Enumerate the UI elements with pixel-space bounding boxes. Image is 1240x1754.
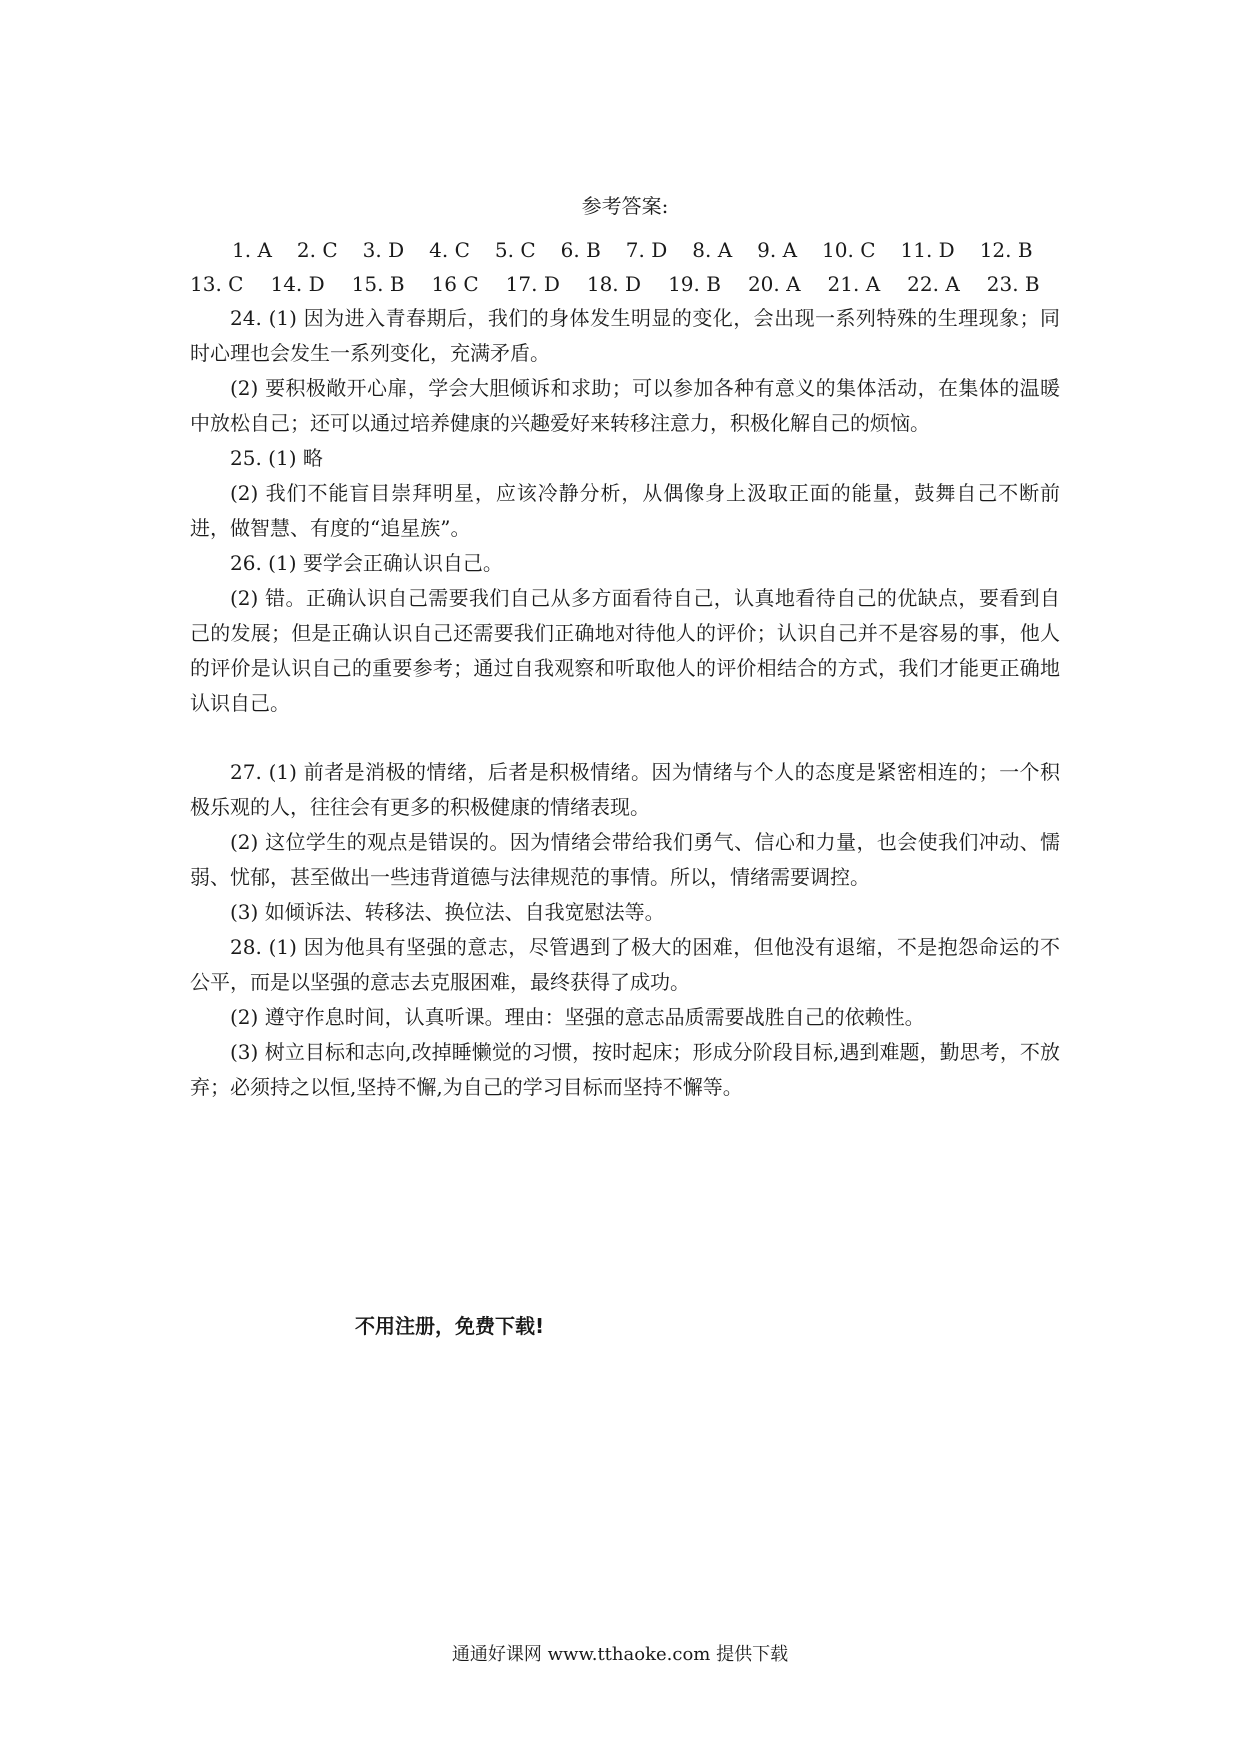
mcq-answer: 7. D [625, 238, 668, 262]
mcq-answer: 17. D [505, 272, 560, 296]
page-title: 参考答案: [581, 194, 669, 218]
page-footer: 通通好课网 www.tthaoke.com 提供下载 [451, 1644, 789, 1665]
mcq-row-1 [190, 233, 1060, 267]
mcq-answer: 23. B [986, 272, 1040, 296]
answer-sheet [190, 190, 1060, 1105]
mcq-answer: 13. C [190, 272, 244, 296]
answer-paragraph: (3) 如倾诉法、转移法、换位法、自我宽慰法等。 [230, 900, 665, 924]
mcq-answer: 20. A [747, 272, 801, 296]
answer-paragraph: 28. (1) 因为他具有坚强的意志，尽管遇到了极大的困难，但他没有退缩，不是抱怨命运的不公平，而是以坚强的意志去克服困难，最终获得了成功。 [190, 935, 1060, 994]
mcq-answer: 14. D [270, 272, 325, 296]
answer-paragraph: 26. (1) 要学会正确认识自己。 [230, 551, 503, 575]
mcq-answer: 3. D [362, 238, 405, 262]
answer-paragraph: (2) 要积极敞开心扉，学会大胆倾诉和求助；可以参加各种有意义的集体活动，在集体的温暖中放松自己；还可以通过培养健康的兴趣爱好来转移注意力，积极化解自己的烦恼。 [190, 376, 1060, 435]
mcq-answer: 6. B [560, 238, 601, 262]
answer-paragraph: (3) 树立目标和志向,改掉睡懒觉的习惯，按时起床；形成分阶段目标,遇到难题，勤思考，不放弃；必须持之以恒,坚持不懈,为自己的学习目标而坚持不懈等。 [190, 1040, 1060, 1099]
mcq-answer: 9. A [757, 238, 798, 262]
mcq-answer: 16 C [431, 272, 479, 296]
mcq-answer: 2. C [296, 238, 338, 262]
mcq-answer: 8. A [692, 238, 733, 262]
mcq-answer: 12. B [979, 238, 1033, 262]
answer-paragraph: (2) 遵守作息时间，认真听课。理由：坚强的意志品质需要战胜自己的依赖性。 [230, 1005, 925, 1029]
mcq-answer: 22. A [907, 272, 960, 296]
promo-text: 不用注册，免费下载! [355, 1314, 545, 1338]
mcq-answer: 18. D [586, 272, 642, 296]
answer-paragraph: 27. (1) 前者是消极的情绪，后者是积极情绪。因为情绪与个人的态度是紧密相连的；一个积极乐观的人，往往会有更多的积极健康的情绪表现。 [190, 760, 1060, 819]
mcq-answer: 11. D [900, 238, 955, 262]
mcq-answer: 4. C [429, 238, 470, 262]
mcq-answer: 10. C [822, 238, 876, 262]
answer-paragraph: (2) 我们不能盲目崇拜明星，应该冷静分析，从偶像身上汲取正面的能量，鼓舞自己不断前进，做智慧、有度的“追星族”。 [190, 481, 1060, 540]
answer-paragraph: (2) 这位学生的观点是错误的。因为情绪会带给我们勇气、信心和力量，也会使我们冲动、懦弱、忧郁，甚至做出一些违背道德与法律规范的事情。所以，情绪需要调控。 [190, 830, 1060, 889]
mcq-row-2 [190, 267, 1060, 301]
section-gap [190, 721, 1060, 755]
mcq-answer: 15. B [351, 272, 405, 296]
mcq-answer: 1. A [232, 238, 272, 262]
answer-paragraph: (2) 错。正确认识自己需要我们自己从多方面看待自己，认真地看待自己的优缺点，要看到自己的发展；但是正确认识自己还需要我们正确地对待他人的评价；认识自己并不是容易的事，他人的评价是认识自己的重要参考；通过自我观察和听取他人的评价相结合的方式，我们才能更正确地认识自己。 [190, 586, 1060, 715]
answer-paragraph: 24. (1) 因为进入青春期后，我们的身体发生明显的变化，会出现一系列特殊的生理现象；同时心理也会发生一系列变化，充满矛盾。 [190, 306, 1060, 365]
mcq-answer: 19. B [668, 272, 721, 296]
answer-paragraph: 25. (1) 略 [230, 446, 323, 470]
mcq-answer: 5. C [494, 238, 536, 262]
mcq-answer: 21. A [827, 272, 881, 296]
